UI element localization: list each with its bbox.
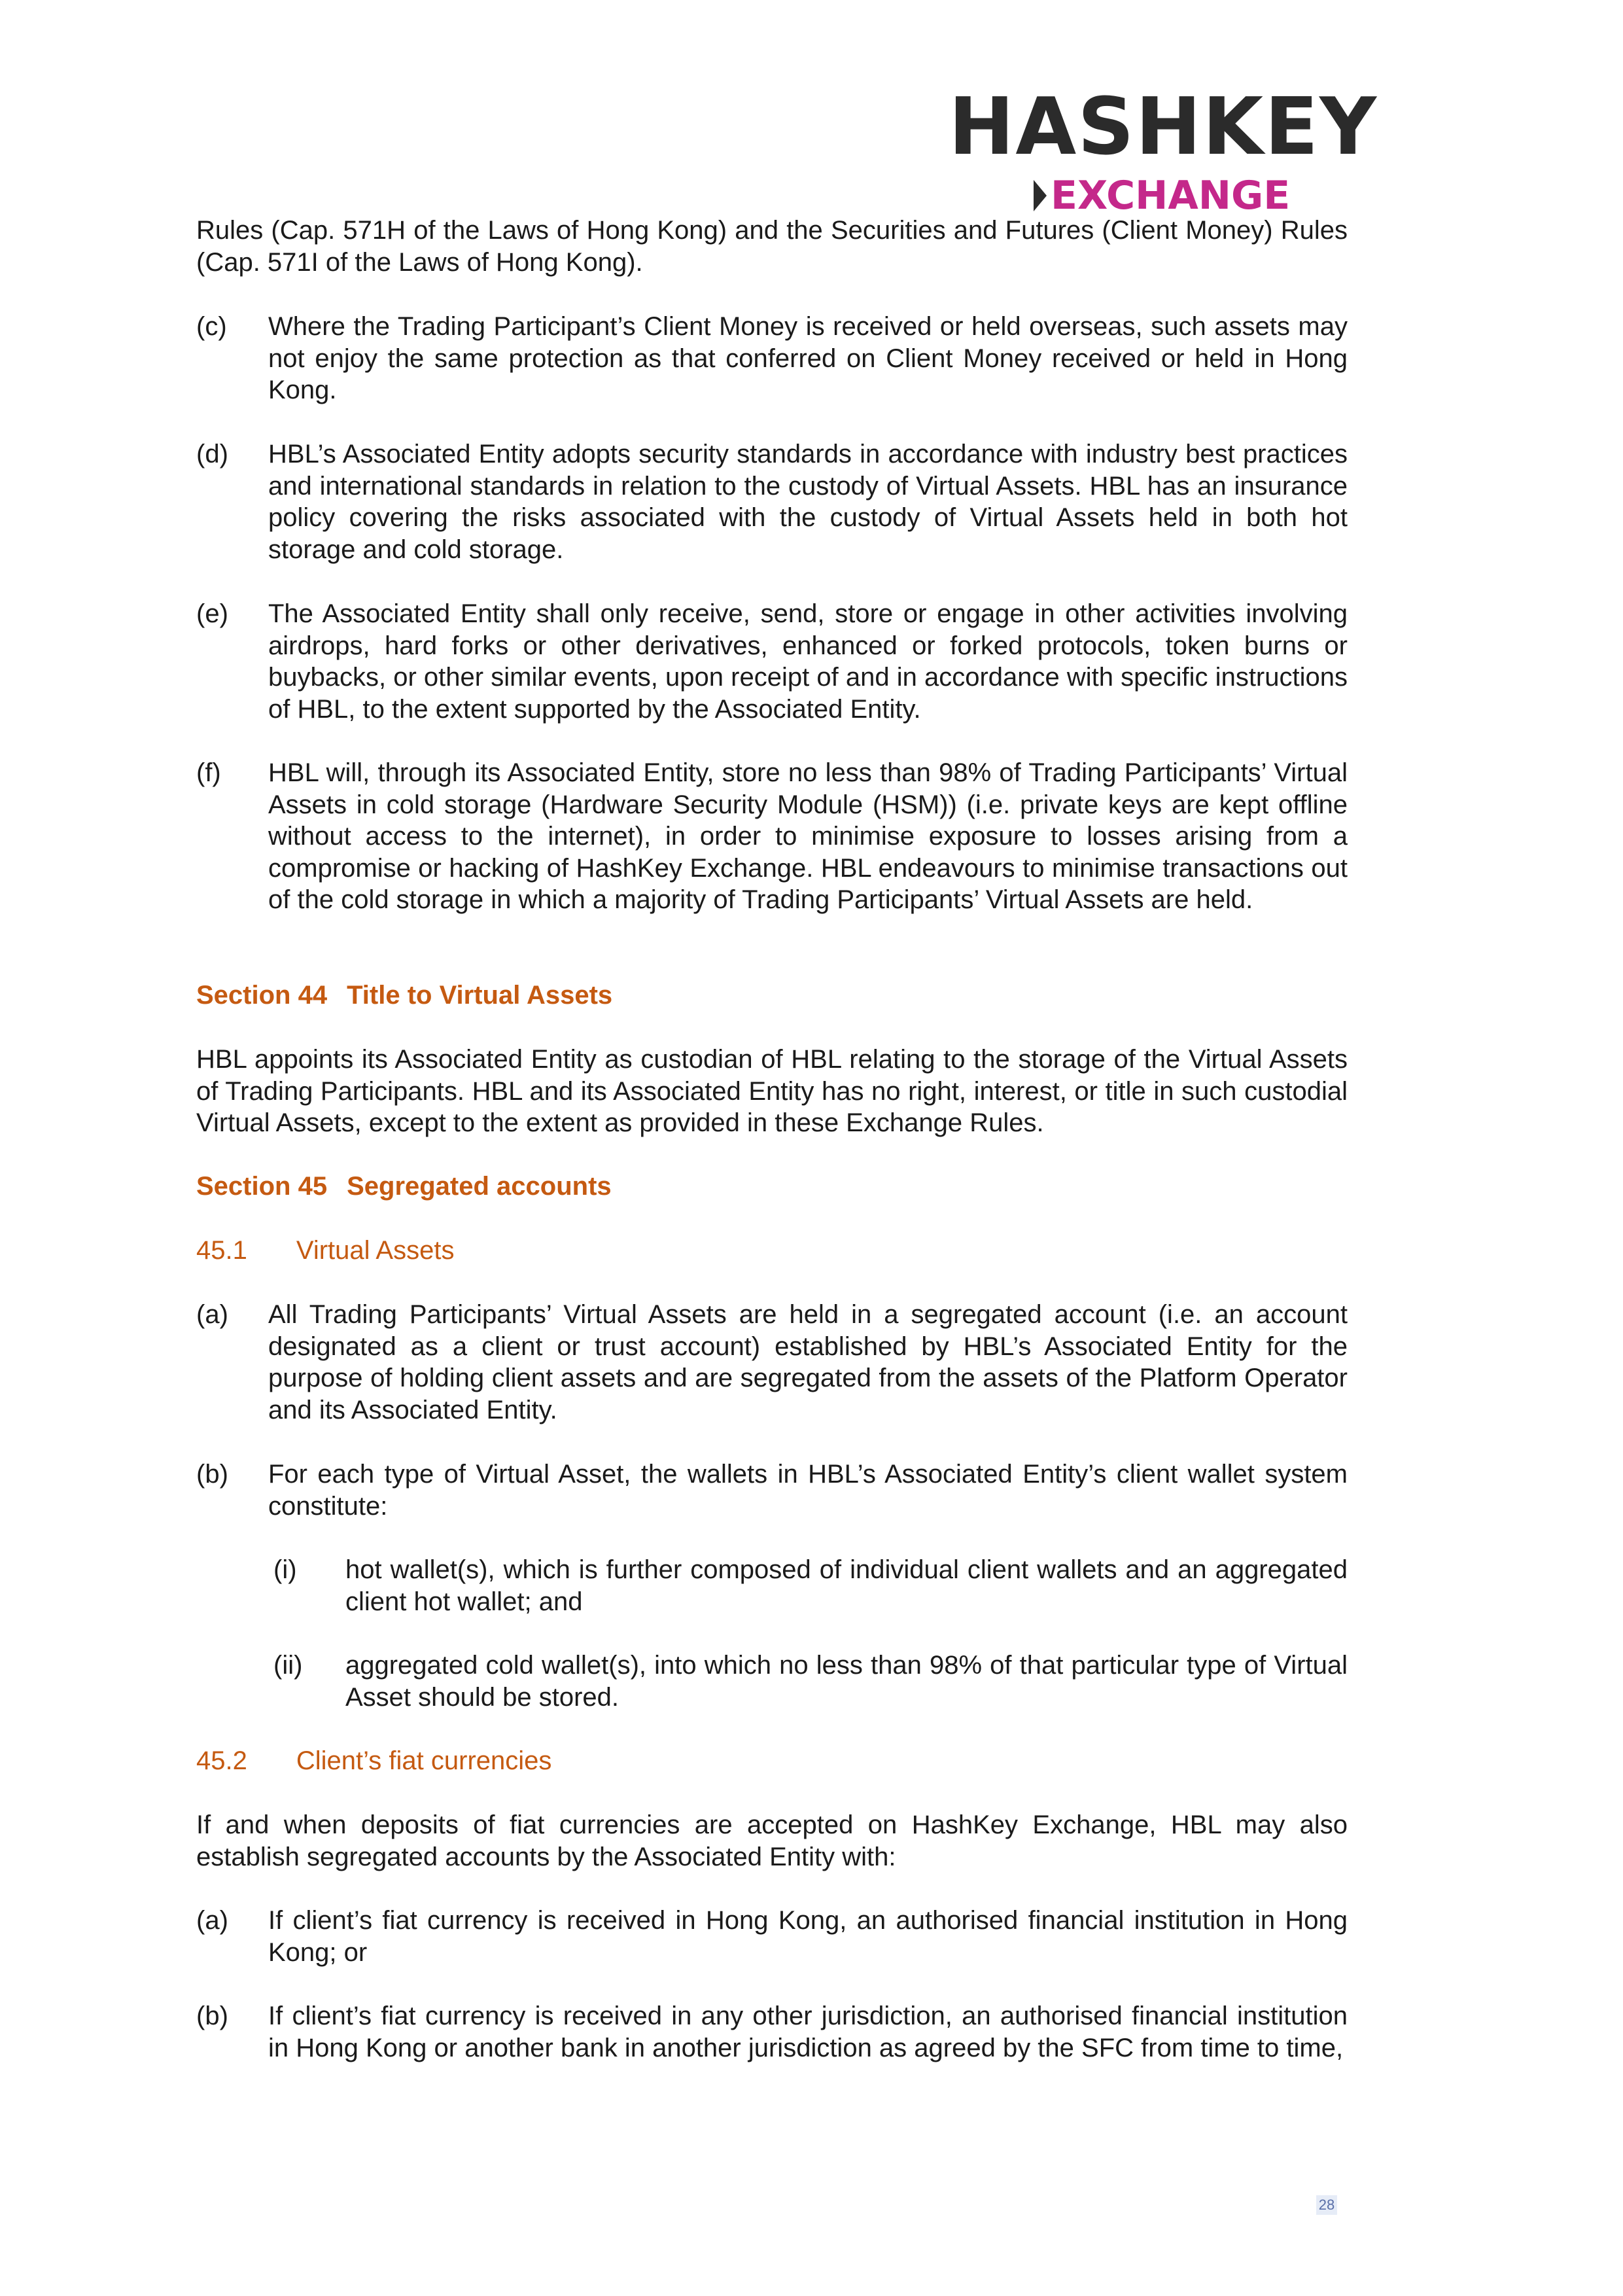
section-45-heading <box>196 1171 612 1203</box>
section-44-heading <box>196 980 612 1012</box>
subitem-i-text: hot wallet(s), which is further composed of individual client wallets and an aggregated client hot wallet; and <box>345 1555 1348 1616</box>
item-f-label: (f) <box>196 758 221 787</box>
item-f-text: HBL will, through its Associated Entity, store no less than 98% of Trading Participants’ Virtual Assets in cold storage (Hardware Security Module (HSM)) (i.e. private keys are kept offline without access to the internet), in order to minimise exposure to losses arising from a compromise or hacking of HashKey Exchange. HBL endeavours to minimise transactions out of the cold storage in which a majority of Trading Participants’ Virtual Assets are held. <box>268 758 1348 914</box>
subitem-i-label: (i) <box>273 1555 297 1584</box>
logo-subline <box>1027 173 1354 221</box>
fiat-intro: If and when deposits of fiat currencies are accepted on HashKey Exchange, HBL may also establish segregated accounts by the Associated Entity with: <box>196 1810 1348 1871</box>
subsection-45-2-title: Client’s fiat currencies <box>296 1746 552 1775</box>
subitem-ii-text: aggregated cold wallet(s), into which no less than 98% of that particular type of Virtual Asset should be stored. <box>345 1651 1348 1712</box>
section-45-number: Section 45 <box>196 1172 328 1201</box>
item-c-text: Where the Trading Participant’s Client Money is received or held overseas, such assets may not enjoy the same protection as that conferred on Client Money received or held in Hong Kong. <box>268 312 1348 404</box>
section-44-body: HBL appoints its Associated Entity as custodian of HBL relating to the storage of the Virtual Assets of Trading Participants. HBL and its Associated Entity has no right, interest, or title in such custodial Virtual Assets, except to the extent as provided in these Exchange Rules. <box>196 1045 1348 1137</box>
section-44-number: Section 44 <box>196 981 328 1010</box>
logo-exchange-text: EXCHANGE <box>1051 173 1291 219</box>
item-d-label: (d) <box>196 440 228 468</box>
item-45-1-a-label: (a) <box>196 1300 228 1329</box>
fiat-item-a-text: If client’s fiat currency is received in Hong Kong, an authorised financial institution in Hong Kong; or <box>268 1906 1348 1967</box>
subitem-ii-label: (ii) <box>273 1651 303 1680</box>
fiat-item-b-text: If client’s fiat currency is received in any other jurisdiction, an authorised financial institution in Hong Kong or another bank in another jurisdiction as agreed by the SFC from time to time, <box>268 2002 1348 2062</box>
section-45-title: Segregated accounts <box>347 1172 612 1201</box>
subsection-45-1-number: 45.1 <box>196 1236 247 1265</box>
item-45-1-b-label: (b) <box>196 1460 228 1489</box>
logo-arrow-icon <box>1034 180 1047 211</box>
subsection-45-1-heading <box>196 1235 454 1267</box>
item-d-text: HBL’s Associated Entity adopts security standards in accordance with industry best practices and international standards in relation to the custody of Virtual Assets. HBL has an insurance policy covering the risks associated with the custody of Virtual Assets held in both hot storage and cold storage. <box>268 440 1348 564</box>
subsection-45-2-heading <box>196 1745 551 1777</box>
logo-wordmark: HASHKEY <box>949 82 1378 173</box>
item-e-text: The Associated Entity shall only receive, send, store or engage in other activities involving airdrops, hard forks or other derivatives, enhanced or forked protocols, token burns or buybacks, or other similar events, upon receipt of and in accordance with specific instructions of HBL, to the extent supported by the Associated Entity. <box>268 599 1348 724</box>
subsection-45-2-number: 45.2 <box>196 1746 247 1775</box>
intro-continuation: Rules (Cap. 571H of the Laws of Hong Kong) and the Securities and Futures (Client Money) Rules (Cap. 571I of the Laws of Hong Kong). <box>196 216 1348 277</box>
item-e-label: (e) <box>196 599 228 628</box>
section-44-title: Title to Virtual Assets <box>347 981 613 1010</box>
fiat-item-b-label: (b) <box>196 2002 228 2030</box>
item-45-1-a-text: All Trading Participants’ Virtual Assets are held in a segregated account (i.e. an account designated as a client or trust account) established by HBL’s Associated Entity for the purpose of holding client assets and are segregated from the assets of the Platform Operator and its Associated Entity. <box>268 1300 1348 1424</box>
item-c-label: (c) <box>196 312 227 341</box>
page-number: 28 <box>1316 2195 1337 2215</box>
subsection-45-1-title: Virtual Assets <box>296 1236 455 1265</box>
fiat-item-a-label: (a) <box>196 1906 228 1935</box>
hashkey-exchange-logo <box>949 82 1378 222</box>
item-45-1-b-text: For each type of Virtual Asset, the wallets in HBL’s Associated Entity’s client wallet system constitute: <box>268 1460 1348 1521</box>
